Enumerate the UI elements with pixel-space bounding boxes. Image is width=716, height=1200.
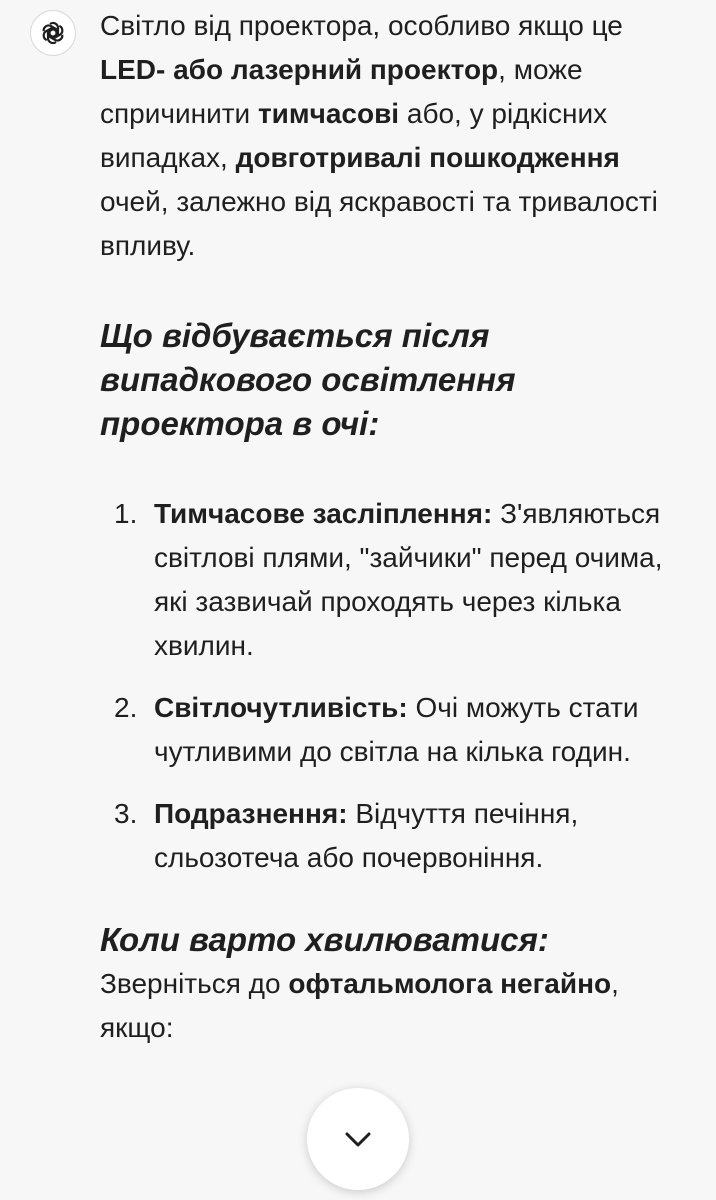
intro-bold-temporary: тимчасові [257,98,400,129]
list-item [100,792,690,880]
chevron-down-icon [341,1122,375,1156]
intro-text: або, у рідкісних випадках, [100,98,608,173]
final-text: Зверніться до [100,968,289,999]
intro-paragraph [100,4,690,268]
intro-bold-led-laser: LED- або лазерний проектор [100,54,499,85]
list-item-number: 3. [114,798,138,829]
openai-logo-icon [37,17,69,49]
assistant-avatar [30,10,76,56]
list-item-text: Очі можуть стати чутливими до світла на кілька годин. [154,692,639,767]
section-heading-after-exposure: Що відбувається після випадкового освітлення проектора в очі: [100,317,516,442]
list-item-title: Світлочутливість: [154,692,408,723]
list-item-number: 1. [114,498,138,529]
final-bold-ophthalmologist: офтальмолога негайно [288,968,612,999]
intro-text: , може спричинити [100,54,583,129]
list-item-text: З'являються світлові плями, "зайчики" перед очима, які зазвичай проходять через кілька хвилин. [154,498,663,661]
intro-text: очей, залежно від яскравості та тривалості впливу. [100,186,658,261]
intro-text: Світло від проектора, особливо якщо це [100,10,623,41]
effects-list [100,492,690,880]
list-item [100,492,690,668]
scroll-to-bottom-button[interactable] [307,1088,409,1190]
final-text: , якщо: [100,968,619,1043]
assistant-message [100,4,690,1050]
intro-bold-long-term: довготривалі пошкодження [235,142,620,173]
list-item-number: 2. [114,692,138,723]
list-item [100,686,690,774]
final-paragraph [100,962,690,1050]
list-item-text: Відчуття печіння, сльозотеча або почервоніння. [154,798,579,873]
section-heading-when-to-worry: Коли варто хвилюватися: [100,921,549,958]
list-item-title: Подразнення: [154,798,348,829]
list-item-title: Тимчасове засліплення: [154,498,493,529]
